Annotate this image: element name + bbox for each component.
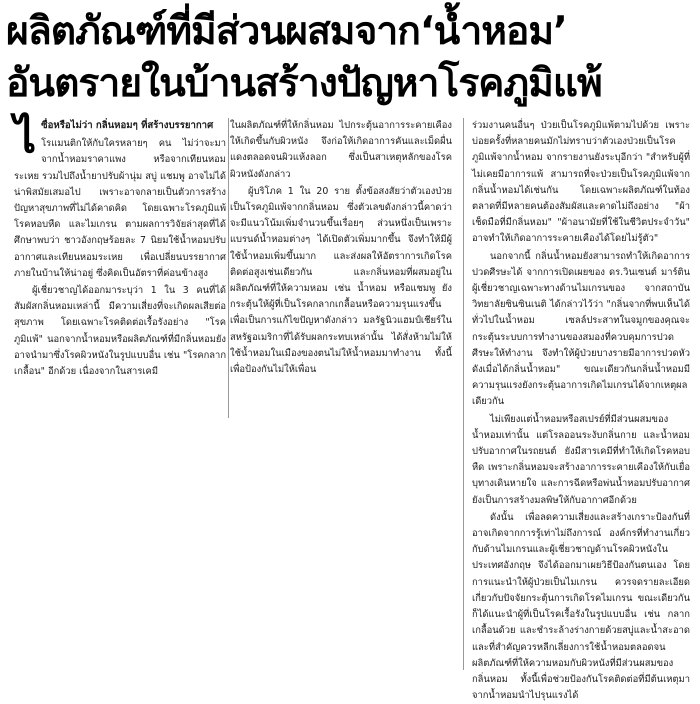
headline-line-2: อันตรายในบ้านสร้างปัญหาโรคภูมิแพ้	[6, 61, 602, 106]
column-divider-1	[228, 118, 229, 418]
headline-line-1: ผลิตภัณฑ์ที่มีส่วนผสมจาก‘น้ำหอม’	[6, 9, 567, 54]
paragraph: โรแมนติกให้กับใครหลายๆ คน ไม่ว่าจะมาจากน้ำหอมราคาแพง หรือจากเทียนหอมระเหย รวมไปถึงน้ำยาปรับผ้านุ่ม สบู่ แชมพู อาจไม่ได้น่าพิสมัยเสมอไป เพราะอาจกลายเป็นตัวการสร้างปัญหาสุขภาพที่ไม่ได้คาดคิด โดยเฉพาะโรคภูมิแพ้ โรคหอบหืด และไมเกรน ตามผลการวิจัยล่าสุดที่ได้ศึกษาพบว่า ชาวอังกฤษร้อยละ 7 นิยมใช้น้ำหอมปรับอากาศและเทียนหอมระเหย เพื่อเปลี่ยนบรรยากาศภายในบ้านให้น่าอยู่ ซึ่งคิดเป็นอัตราที่ค่อนข้างสูง	[14, 138, 226, 279]
headline	[6, 6, 694, 110]
paragraph: ไม่เพียงแต่น้ำหอมหรือสเปรย์ที่มีส่วนผสมของน้ำหอมเท่านั้น แต่โรลออนระงับกลิ่นกาย และน้ำหอมปรับอากาศในรถยนต์ ยังมีสารเคมีที่ทำให้เกิดโรคหอบหืด เพราะกลิ่นหอมจะสร้างอาการระคายเคืองให้กับเยื่อบุทางเดินหายใจ และการฉีดหรือพ่นน้ำหอมปรับอากาศยังเป็นการสร้างมลพิษให้กับอากาศอีกด้วย	[472, 413, 690, 506]
paragraph: ในผลิตภัณฑ์ที่ให้กลิ่นหอม ไปกระตุ้นอาการระคายเคืองให้เกิดขึ้นกับผิวหนัง จึงก่อให้เกิดอาการคันและเม็ดผื่นแดงตลอดจนผิวแห้งลอก ซึ่งเป็นสาเหตุหลักของโรคผิวหนังดังกล่าว	[230, 120, 452, 180]
paragraph: ร่วมงานคนอื่นๆ ป่วยเป็นโรคภูมิแพ้ตามไปด้วย เพราะบ่อยครั้งที่หลายคนมักไม่ทราบว่าตัวเองป่วยเป็นโรคภูมิแพ้จากน้ำหอม จากรายงานยังระบุอีกว่า "สำหรับผู้ที่ไม่เคยมีอาการแพ้ สามารถที่จะป่วยเป็นโรคภูมิแพ้จากกลิ่นน้ำหอมได้เช่นกัน โดยเฉพาะผลิตภัณฑ์ในท้องตลาดที่มีหลายคนต้องสัมผัสและคาดไม่ถึงอย่าง "ผ้าเช็ดมือที่มีกลิ่นหอม" "ผ้าอนามัยที่ใช้ในชีวิตประจำวัน" อาจทำให้เกิดอาการระคายเคืองได้โดยไม่รู้ตัว"	[472, 120, 690, 245]
paragraph: นอกจากนี้ กลิ่นน้ำหอมยังสามารถทำให้เกิดอาการปวดศีรษะได้ จากการเปิดเผยของ ดร.วินเซนต์ มาร์ติน ผู้เชี่ยวชาญเฉพาะทางด้านไมเกรนของ จากสถาบันวิทยาลัยซินซินเนติ ได้กล่าวไว้ว่า "กลิ่นจากที่พบเห็นได้ทั่วไปในน้ำหอม เซลล์ประสาทในจมูกของคุณจะกระตุ้นระบบการทำงานของสมองที่ควบคุมการปวดศีรษะให้ทำงาน จึงทำให้ผู้ป่วยบางรายมีอาการปวดหัวดังเมื่อได้กลิ่นน้ำหอม" ขณะเดียวกันกลิ่นน้ำหอมมีความรุนแรงยังกระตุ้นอาการเกิดไมเกรนได้จากเหตุผลเดียวกัน	[472, 250, 690, 408]
column-divider-2	[463, 118, 464, 670]
article-column-1	[14, 112, 226, 418]
paragraph: ผู้เชี่ยวชาญได้ออกมาระบุว่า 1 ใน 3 คนที่ได้สัมผัสกลิ่นหอมเหล่านี้ มีความเสี่ยงที่จะเกิดผลเสียต่อสุขภาพ โดยเฉพาะโรคติดต่อเรื้อรังอย่าง "โรคภูมิแพ้" นอกจากน้ำหอมหรือผลิตภัณฑ์ที่มีกลิ่นหอมยังอาจนำมาซึ่งโรคผิวหนังในรูปแบบอื่น เช่น "โรคกลากเกลื้อน" อีกด้วย เนื่องจากในสารเคมี	[14, 285, 226, 378]
article-column-2	[230, 118, 452, 538]
paragraph: ผู้บริโภค 1 ใน 20 ราย ตั้งข้อสงสัยว่าตัวเองป่วยเป็นโรคภูมิแพ้จากกลิ่นหอม ซึ่งตัวเลขดังกล่าวนี้คาดว่าจะมีแนวโน้มเพิ่มจำนวนขึ้นเรื่อยๆ ส่วนหนึ่งเป็นเพราะแบรนด์น้ำหอมต่างๆ ได้เปิดตัวเพิ่มมากขึ้น จึงทำให้มีผู้ใช้น้ำหอมเพิ่มขึ้นมาก และส่งผลให้อัตราการเกิดโรคติดต่อสูงเช่นเดียวกัน และกลิ่นหอมที่ผสมอยู่ในผลิตภัณฑ์ที่ให้ความหอม เช่น น้ำหอม หรือแชมพู ยังกระตุ้นให้ผู้ที่เป็นโรคกลากเกลื้อนหรือความรุนแรงขึ้น เพื่อเป็นการแก้ไขปัญหาดังกล่าว มลรัฐนิวแฮมป์เชียร์ในสหรัฐอเมริกาที่ได้รับผลกระทบเหล่านั้น ได้สั่งห้ามไม่ให้ใช้น้ำหอมในเมืองของตนไม่ให้น้ำหอมมาทำงาน ทั้งนี้เพื่อป้องกันไม่ให้เพื่อน	[230, 185, 452, 376]
drop-cap: ไ	[14, 112, 37, 163]
lead-text: ซื่อหรือไม่ว่า กลิ่นหอมๆ ที่สร้างบรรยากาศ	[41, 120, 214, 131]
paragraph: ดังนั้น เพื่อลดความเสี่ยงและสร้างเกราะป้องกันที่อาจเกิดจากการรู้เท่าไม่ถึงการณ์ องค์กรที่ทำงานเกี่ยวกับด้านไมเกรนและผู้เชี่ยวชาญด้านโรคผิวหนังในประเทศอังกฤษ จึงได้ออกมาเผยวิธีป้องกันตนเอง โดยการแนะนำให้ผู้ป่วยเป็นไมเกรน ควรจดรายละเอียดเกี่ยวกับปัจจัยกระตุ้นการเกิดโรคไมเกรน ขณะเดียวกันก็ได้แนะนำผู้ที่เป็นโรคเรื้อรังในรูปแบบอื่น เช่น กลากเกลื้อนด้วย และชำระล้างร่างกายด้วยสบู่และน้ำสะอาด และที่สำคัญควรหลีกเลี่ยงการใช้น้ำหอมตลอดจนผลิตภัณฑ์ที่ให้ความหอมกับผิวหนังที่มีส่วนผสมของกลิ่นหอม ทั้งนี้เพื่อช่วยป้องกันโรคติดต่อที่มีต้นเหตุมาจากน้ำหอมนำไปรุนแรงได้	[472, 511, 690, 702]
article-column-3	[472, 118, 690, 702]
